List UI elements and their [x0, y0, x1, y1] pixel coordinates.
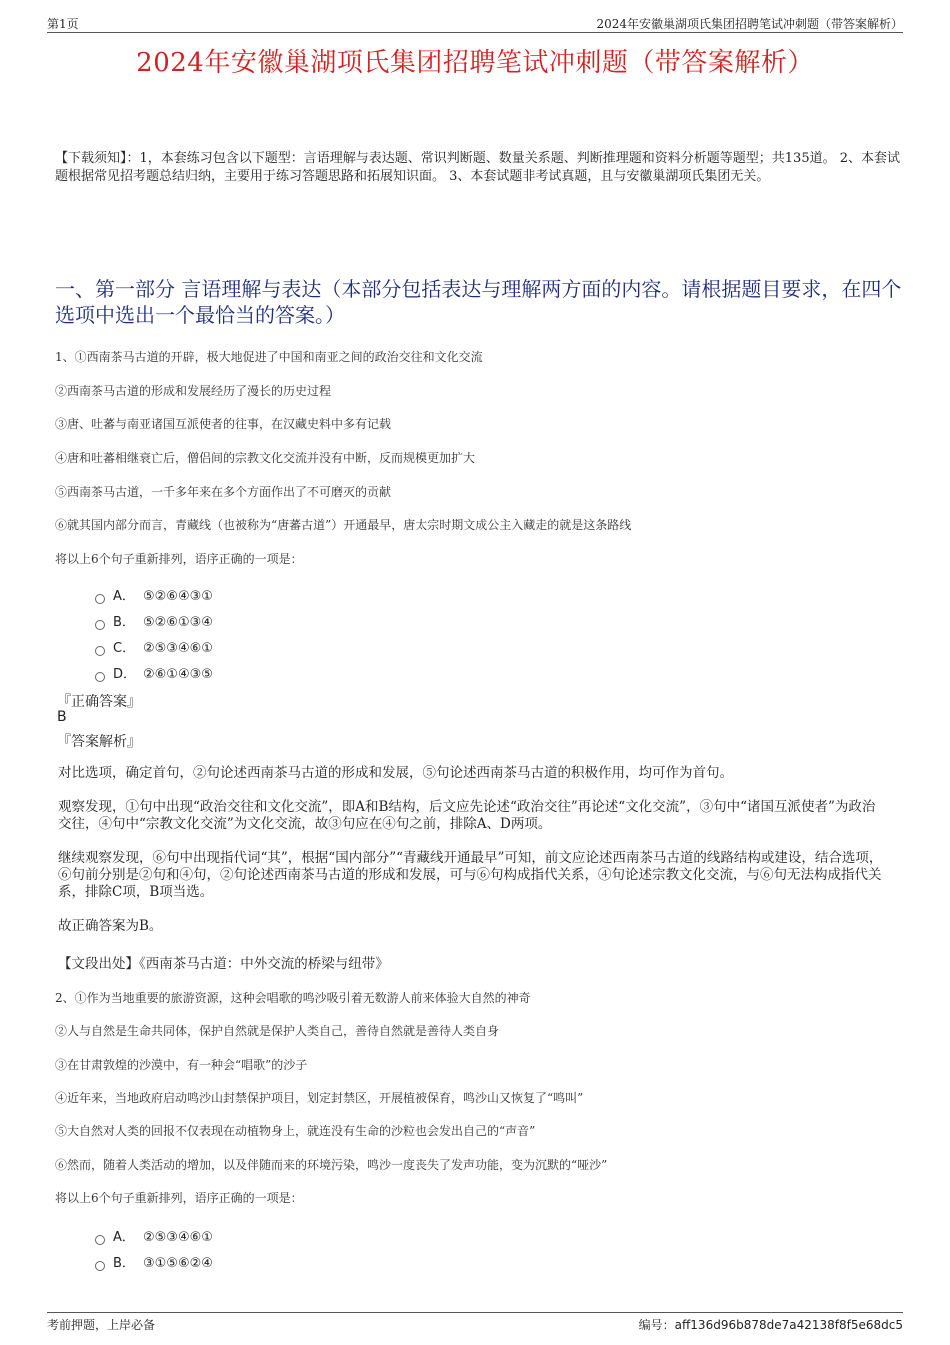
footer-code: 编号：aff136d96b878de7a42138f8f5e68dc5 [638, 1318, 903, 1332]
q1-line: ③唐、吐蕃与南亚诸国互派使者的往事，在汉藏史料中多有记载 [55, 417, 392, 431]
q2-option-b[interactable]: B． ③①⑤⑥②④ [95, 1252, 213, 1271]
q1-option-b[interactable]: B． ⑤②⑥①③④ [95, 611, 213, 630]
q1-prompt: 将以上6个句子重新排列，语序正确的一项是： [55, 552, 303, 566]
q2-option-a[interactable]: A． ②⑤③④⑥① [95, 1226, 213, 1245]
page-header [47, 14, 903, 33]
q1-line: ④唐和吐蕃相继衰亡后，僧侣间的宗教文化交流并没有中断，反而规模更加扩大 [55, 451, 476, 465]
download-notice: 【下载须知】：1，本套练习包含以下题型：言语理解与表达题、常识判断题、数量关系题、判断推理题和资料分析题等题型；共135道。 2、本套试题根据常见招考题总结归纳，主要用于练习答题思路和拓展知识面。 3、本套试题非考试真题，且与安徽巢湖项氏集团无关。 [55, 151, 900, 184]
analysis-paragraph: 继续观察发现，⑥句中出现指代词“其”，根据“国内部分”“青藏线开通最早”可知，前文应论述西南茶马古道的线路结构或建设，结合选项，⑥句前分别是②句和④句，②句论述西南茶马古道的形成和发展，可与⑥句构成指代关系，④句论述宗教文化交流，与⑥句无法构成指代关系，排除C项，B项当选。 [58, 850, 883, 900]
page-title: 2024年安徽巢湖项氏集团招聘笔试冲刺题（带答案解析） [136, 48, 814, 78]
q2-line: ④近年来，当地政府启动鸣沙山封禁保护项目，划定封禁区，开展植被保育，鸣沙山又恢复了“鸣叫” [55, 1091, 584, 1105]
q1-line: ⑥就其国内部分而言，青藏线（也被称为“唐蕃古道”）开通最早，唐太宗时期文成公主入藏走的就是这条路线 [55, 518, 632, 532]
radio-icon[interactable] [95, 594, 105, 604]
footer-slogan: 考前押题，上岸必备 [47, 1318, 156, 1332]
section-heading: 一、第一部分 言语理解与表达（本部分包括表达与理解两方面的内容。请根据题目要求，在四个选项中选出一个最恰当的答案。） [55, 277, 902, 327]
q1-line: ②西南茶马古道的形成和发展经历了漫长的历史过程 [55, 384, 332, 398]
analysis-label: 『答案解析』 [57, 734, 141, 750]
q2-line: ③在甘肃敦煌的沙漠中，有一种会“唱歌”的沙子 [55, 1058, 308, 1072]
q1-line: 1、①西南茶马古道的开辟，极大地促进了中国和南亚之间的政治交往和文化交流 [55, 350, 483, 364]
page-number: 第1页 [47, 17, 79, 31]
radio-icon[interactable] [95, 620, 105, 630]
q2-line: ⑤大自然对人类的回报不仅表现在动植物身上，就连没有生命的沙粒也会发出自己的“声音” [55, 1124, 536, 1138]
analysis-paragraph: 对比选项，确定首句，②句论述西南茶马古道的形成和发展，⑤句论述西南茶马古道的积极作用，均可作为首句。 [58, 765, 733, 781]
radio-icon[interactable] [95, 1261, 105, 1271]
header-doc-title: 2024年安徽巢湖项氏集团招聘笔试冲刺题（带答案解析） [596, 17, 903, 31]
radio-icon[interactable] [95, 672, 105, 682]
answer-value: B [57, 709, 67, 725]
answer-label: 『正确答案』 [57, 694, 141, 710]
analysis-paragraph: 故正确答案为B。 [58, 918, 163, 934]
q1-line: ⑤西南茶马古道，一千多年来在多个方面作出了不可磨灭的贡献 [55, 485, 392, 499]
q2-line: 2、①作为当地重要的旅游资源，这种会唱歌的鸣沙吸引着无数游人前来体验大自然的神奇 [55, 991, 531, 1005]
radio-icon[interactable] [95, 646, 105, 656]
q2-prompt: 将以上6个句子重新排列，语序正确的一项是： [55, 1191, 303, 1205]
text-source: 【文段出处】《西南茶马古道：中外交流的桥梁与纽带》 [58, 956, 389, 972]
q1-option-c[interactable]: C． ②⑤③④⑥① [95, 637, 213, 656]
q1-option-d[interactable]: D． ②⑥①④③⑤ [95, 663, 213, 682]
q2-line: ⑥然而，随着人类活动的增加，以及伴随而来的环境污染，鸣沙一度丧失了发声功能，变为沉默的“哑沙” [55, 1158, 608, 1172]
radio-icon[interactable] [95, 1235, 105, 1245]
q1-option-a[interactable]: A． ⑤②⑥④③① [95, 585, 213, 604]
page-footer [47, 1312, 903, 1333]
q2-line: ②人与自然是生命共同体，保护自然就是保护人类自己，善待自然就是善待人类自身 [55, 1024, 500, 1038]
analysis-paragraph: 观察发现，①句中出现“政治交往和文化交流”，即A和B结构，后文应先论述“政治交往”再论述“文化交流”，③句中“诸国互派使者”为政治交往，④句中“宗教文化交流”为文化交流，故③句应在④句之前，排除A、D两项。 [58, 799, 876, 832]
